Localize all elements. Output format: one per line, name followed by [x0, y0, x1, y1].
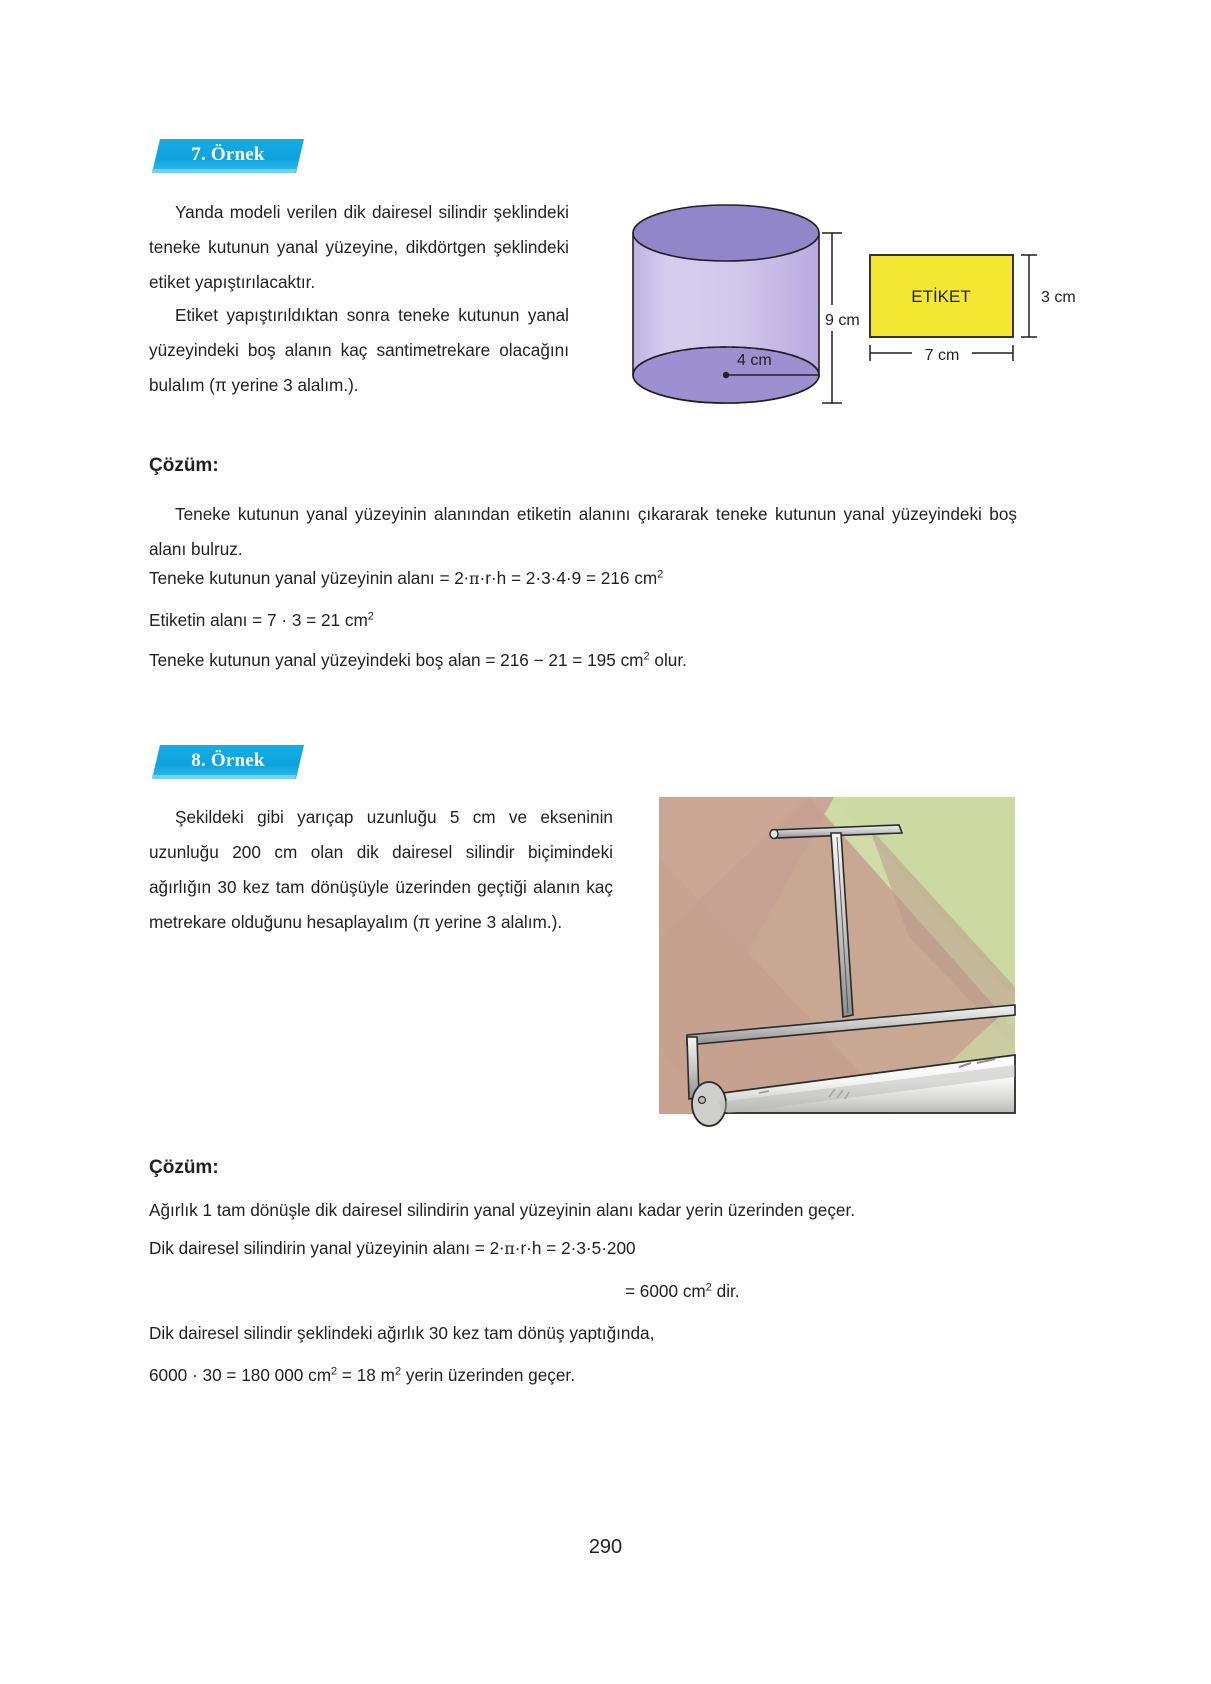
line-part-b: = 18 m [337, 1365, 395, 1385]
example-8-solution-line-3: Dik dairesel silindir şeklindeki ağırlık 30 kez tam dönüş yaptığında, [149, 1323, 655, 1343]
example-7-solution-heading: Çözüm: [149, 455, 219, 476]
example-7-badge-label: 7. Örnek [191, 143, 265, 165]
line-part-a: Teneke kutunun yanal yüzeyinin alanı = 2 [149, 568, 464, 588]
example-7-badge [152, 139, 304, 173]
example-8-illustration [659, 797, 1015, 1114]
example-8-solution-line-4 [149, 1365, 575, 1386]
example-8-solution-text-1: Ağırlık 1 tam dönüşle dik dairesel silindirin yanal yüzeyinin alanı kadar yerin üzerinden geçer. [149, 1200, 856, 1220]
line-sup: 2 [643, 650, 650, 663]
handle-crossbar-left-cap [770, 830, 778, 839]
lawn-roller-illustration [659, 797, 1015, 1114]
example-8-solution-heading: Çözüm: [149, 1157, 219, 1178]
example-7-paragraph-2: Etiket yapıştırıldıktan sonra teneke kutunun yanal yüzeyindeki boş alanın kaç santimetrekare olacağını bulalım (π yerine 3 alalım.). [149, 305, 569, 395]
etiket-height-label: 3 cm [1041, 289, 1076, 306]
line-part-a: Etiketin alanı = 7 · 3 = 21 cm [149, 610, 368, 630]
example-8-solution-line-2 [625, 1281, 740, 1302]
line-sup: 2 [367, 610, 374, 623]
example-7-solution-line-3 [149, 650, 687, 671]
example-7-figure [585, 175, 1076, 405]
line-part-a: Dik dairesel silindirin yanal yüzeyinin alanı = 2 [149, 1238, 500, 1258]
line-part-b: ·r·h = 2·3·4·9 = 216 cm [479, 568, 658, 588]
example-7-solution-text-1: Teneke kutunun yanal yüzeyinin alanından etiketin alanını çıkararak teneke kutunun yanal yüzeyindeki boş alanı bulruz. [149, 504, 1017, 559]
example-8-badge-label: 8. Örnek [191, 749, 265, 771]
cylinder-and-label-diagram [585, 175, 1076, 405]
line-sup: 2 [657, 568, 664, 581]
line-part-b: ·r·h = 2·3·5·200 [514, 1238, 636, 1258]
line-sup-2: 2 [394, 1365, 402, 1378]
pi-symbol: ·π [499, 1239, 515, 1258]
example-7-paragraph-1: Yanda modeli verilen dik dairesel silindir şeklindeki teneke kutunun yanal yüzeyine, dikdörtgen şeklindeki etiket yapıştırılacaktır. [149, 202, 569, 292]
line-part-a: 6000 · 30 = 180 000 cm [149, 1365, 332, 1385]
line-sup: 2 [705, 1281, 712, 1294]
cylinder-radius-label: 4 cm [737, 352, 772, 369]
drum-axle-bolt [699, 1097, 706, 1104]
cylinder-top-ellipse [633, 205, 819, 261]
example-8-solution-line-1 [149, 1238, 636, 1259]
example-7-solution-line-1 [149, 568, 663, 589]
cylinder-height-label: 9 cm [825, 312, 860, 329]
page-number: 290 [588, 1536, 623, 1558]
line-part-a: Teneke kutunun yanal yüzeyindeki boş alan = 216 − 21 = 195 cm [149, 650, 644, 670]
line-sup-1: 2 [331, 1365, 338, 1378]
line-part-a: = 6000 cm [625, 1281, 706, 1301]
etiket-label: ETİKET [911, 287, 971, 306]
etiket-width-label: 7 cm [924, 347, 960, 364]
pi-symbol: ·π [463, 569, 480, 588]
example-8-badge [152, 745, 304, 779]
line-part-b: olur. [649, 650, 687, 670]
line-part-c: yerin üzerinden geçer. [401, 1365, 575, 1385]
line-part-b: dir. [711, 1281, 740, 1301]
example-8-paragraph-1: Şekildeki gibi yarıçap uzunluğu 5 cm ve ekseninin uzunluğu 200 cm olan dik dairesel silindir biçimindeki ağırlığın 30 kez tam dönüşüyle üzerinden geçtiği alanın kaç metrekare olduğunu hesaplayalım (π yerine 3 alalım.). [149, 807, 613, 932]
example-7-solution-line-2 [149, 610, 374, 631]
